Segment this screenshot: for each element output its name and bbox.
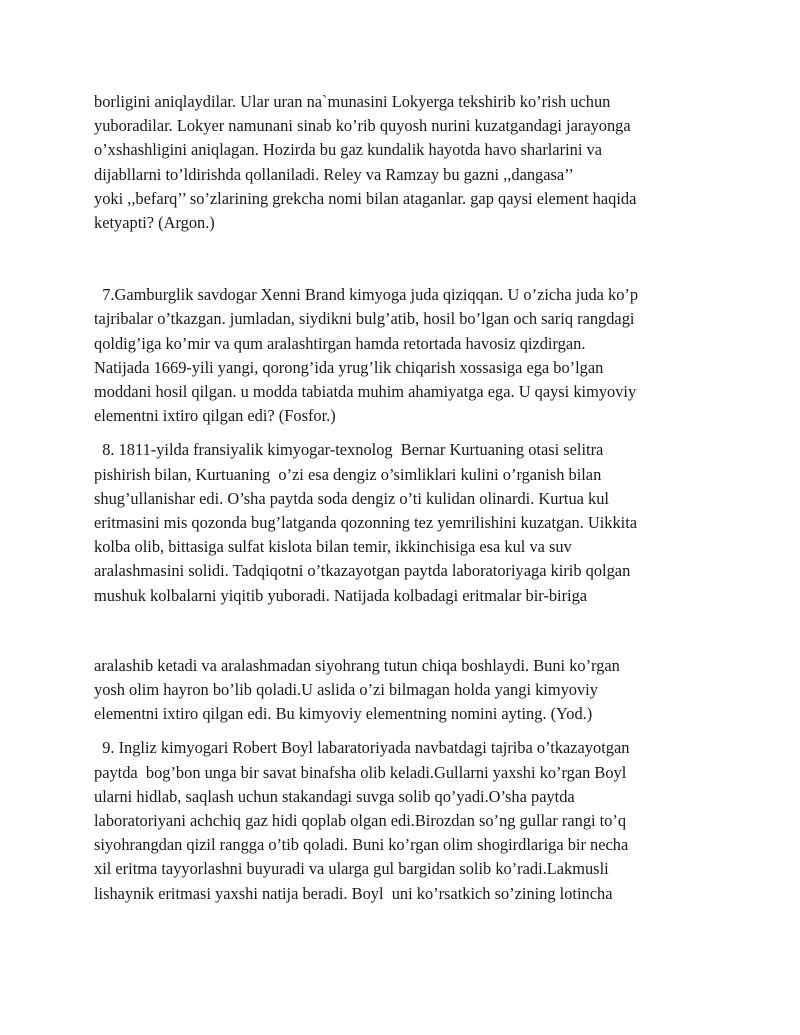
spacer bbox=[94, 235, 714, 283]
text-line: 9. Ingliz kimyogari Robert Boyl labaratoriyada navbatdagi tajriba o’tkazayotgan bbox=[94, 738, 630, 758]
text-line: eritmasini mis qozonda bug’latganda qozonning tez yemrilishini kuzatgan. Uikkita bbox=[94, 513, 638, 533]
text-line: tajribalar o’tkazgan. jumladan, siydikni bulg’atib, hosil bo’lgan och sariq rangdagi bbox=[94, 309, 635, 329]
paragraph-argon bbox=[94, 90, 714, 235]
text-line: paytda bog’bon unga bir savat binafsha olib keladi.Gullarni yaxshi ko’rgan Boyl bbox=[94, 762, 627, 782]
text-line: qoldig’iga ko’mir va qum aralashtirgan hamda retortada havosiz qizdirgan. bbox=[94, 333, 586, 353]
text-line: 8. 1811-yilda fransiyalik kimyogar-texnolog Bernar Kurtuaning otasi selitra bbox=[94, 440, 604, 460]
text-line: elementni ixtiro qilgan edi? (Fosfor.) bbox=[94, 406, 336, 426]
text-line: aralashib ketadi va aralashmadan siyohrang tutun chiqa boshlaydi. Buni ko’rgan bbox=[94, 655, 620, 675]
paragraph-question-8-continued bbox=[94, 654, 714, 727]
text-line: laboratoriyani achchiq gaz hidi qoplab olgan edi.Birozdan so’ng gullar rangi to’q bbox=[94, 811, 627, 831]
text-line: dijabllarni to’ldirishda qollaniladi. Reley va Ramzay bu gazni ,,dangasa’’ bbox=[94, 164, 574, 184]
text-line: Natijada 1669-yili yangi, qorong’ida yrug’lik chiqarish xossasiga ega bo’lgan bbox=[94, 357, 604, 377]
paragraph-question-8 bbox=[94, 438, 714, 607]
text-line: yoki ,,befarq’’ so’zlarining grekcha nomi bilan ataganlar. gap qaysi element haqida bbox=[94, 188, 637, 208]
text-line: o’xshashligini aniqlagan. Hozirda bu gaz kundalik hayotda havo sharlarini va bbox=[94, 140, 602, 160]
text-line: lishaynik eritmasi yaxshi natija beradi. Boyl uni ko’rsatkich so’zining lotincha bbox=[94, 883, 613, 903]
paragraph-question-9 bbox=[94, 736, 714, 905]
text-line: shug’ullanishar edi. O’sha paytda soda dengiz o’ti kulidan olinardi. Kurtua kul bbox=[94, 488, 609, 508]
text-line: yuboradilar. Lokyer namunani sinab ko’rib quyosh nurini kuzatgandagi jarayonga bbox=[94, 116, 631, 136]
text-line: moddani hosil qilgan. u modda tabiatda muhim ahamiyatga ega. U qaysi kimyoviy bbox=[94, 382, 637, 402]
spacer bbox=[94, 608, 714, 654]
text-line: aralashmasini solidi. Tadqiqotni o’tkazayotgan paytda laboratoriyaga kirib qolgan bbox=[94, 561, 631, 581]
spacer bbox=[94, 428, 714, 438]
spacer bbox=[94, 726, 714, 736]
text-line: mushuk kolbalarni yiqitib yuboradi. Natijada kolbadagi eritmalar bir-biriga bbox=[94, 585, 588, 605]
text-line: pishirish bilan, Kurtuaning o’zi esa dengiz o’simliklari kulini o’rganish bilan bbox=[94, 464, 602, 484]
text-line: siyohrangdan qizil rangga o’tib qoladi. Buni ko’rgan olim shogirdlariga bir necha bbox=[94, 835, 629, 855]
text-line: borligini aniqlaydilar. Ular uran na`munasini Lokyerga tekshirib ko’rish uchun bbox=[94, 92, 611, 111]
text-line: ketyapti? (Argon.) bbox=[94, 213, 215, 233]
text-line: 7.Gamburglik savdogar Xenni Brand kimyoga juda qiziqqan. U o’zicha juda ko’p bbox=[94, 285, 639, 305]
document-page bbox=[94, 90, 714, 906]
text-line: kolba olib, bittasiga sulfat kislota bilan temir, ikkinchisiga esa kul va suv bbox=[94, 537, 572, 557]
text-line: elementni ixtiro qilgan edi. Bu kimyoviy elementning nomini ayting. (Yod.) bbox=[94, 704, 593, 724]
text-line: ularni hidlab, saqlash uchun stakandagi suvga solib qo’yadi.O’sha paytda bbox=[94, 786, 575, 806]
text-line: yosh olim hayron bo’lib qoladi.U aslida o’zi bilmagan holda yangi kimyoviy bbox=[94, 680, 598, 700]
paragraph-question-7 bbox=[94, 283, 714, 428]
text-line: xil eritma tayyorlashni buyuradi va ularga gul bargidan solib ko’radi.Lakmusli bbox=[94, 859, 609, 879]
